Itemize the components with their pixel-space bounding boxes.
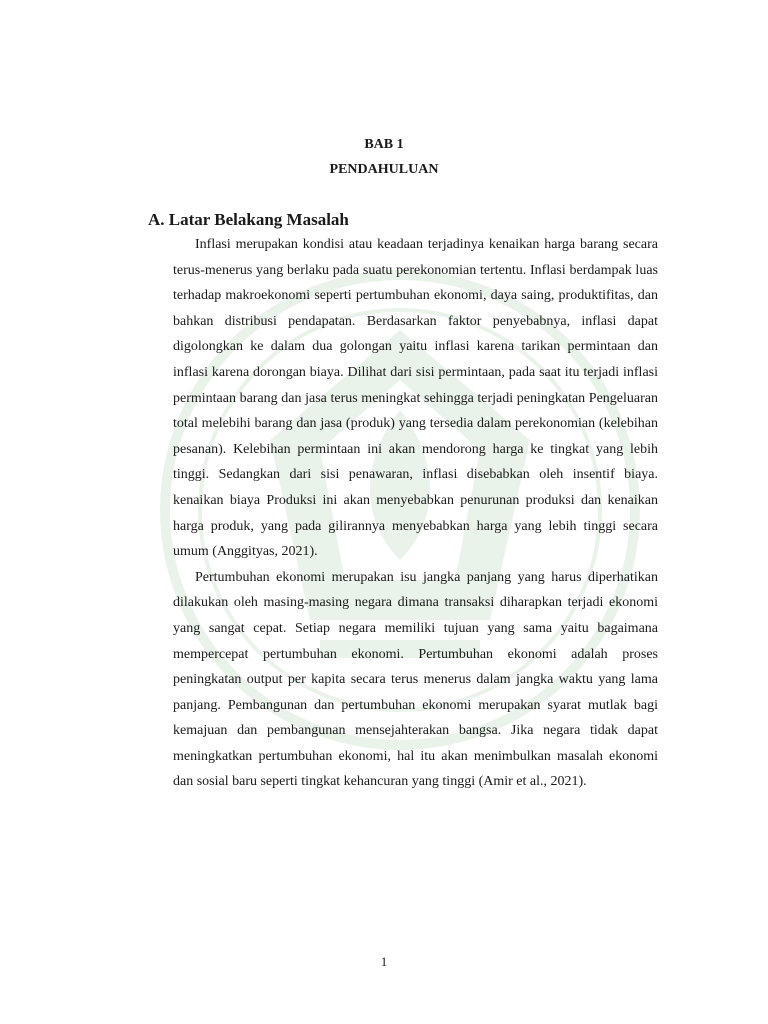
paragraph-2: Pertumbuhan ekonomi merupakan isu jangka panjang yang harus diperhatikan dilakukan oleh masing-masing negara dimana transaksi diharapkan terjadi ekonomi yang sangat cepat. Setiap negara memiliki tujuan yang sama yaitu bagaimana mempercepat pertumbuhan ekonomi. Pertumbuhan ekonomi adalah proses peningkatan output per kapita secara terus menerus dalam jangka waktu yang lama panjang. Pembangunan dan pertumbuhan ekonomi merupakan syarat mutlak bagi kemajuan dan pembangunan mensejahterakan bangsa. Jika negara tidak dapat meningkatkan pertumbuhan ekonomi, hal itu akan menimbulkan masalah ekonomi dan sosial baru seperti tingkat kehancuran yang tinggi (Amir et al., 2021). (173, 569, 658, 790)
body-text (173, 232, 658, 795)
section-heading: A. Latar Belakang Masalah (148, 210, 349, 229)
page-number: 1 (380, 954, 388, 969)
chapter-title: PENDAHULUAN (329, 162, 439, 177)
paragraph-1: Inflasi merupakan kondisi atau keadaan terjadinya kenaikan harga barang secara terus-menerus yang berlaku pada suatu perekonomian tertentu. Inflasi berdampak luas terhadap makroekonomi seperti pertumbuhan ekonomi, daya saing, produktifitas, dan bahkan distribusi pendapatan. Berdasarkan faktor penyebabnya, inflasi dapat digolongkan ke dalam dua golongan yaitu inflasi karena tarikan permintaan dan inflasi karena dorongan biaya. Dilihat dari sisi permintaan, pada saat itu terjadi inflasi permintaan barang dan jasa terus meningkat sehingga terjadi peningkatan Pengeluaran total melebihi barang dan jasa (produk) yang tersedia dalam perekonomian (kelebihan pesanan). Kelebihan permintaan ini akan mendorong harga ke tingkat yang lebih tinggi. Sedangkan dari sisi penawaran, inflasi disebabkan oleh insentif biaya. kenaikan biaya Produksi ini akan menyebabkan penurunan produksi dan kenaikan harga produk, yang pada gilirannya menyebabkan harga yang lebih tinggi secara umum (Anggityas, 2021). (173, 237, 658, 560)
chapter-number: BAB 1 (364, 137, 404, 152)
